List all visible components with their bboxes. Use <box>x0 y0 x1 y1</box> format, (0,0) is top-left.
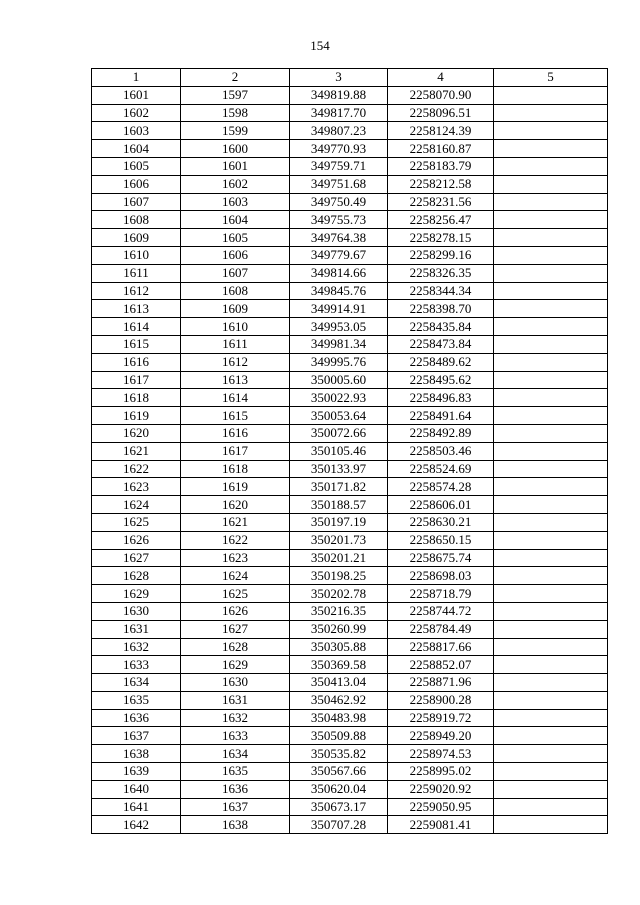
y-coordinate-cell: 2258492.89 <box>388 424 494 442</box>
y-coordinate-cell: 2258817.66 <box>388 638 494 656</box>
table-row <box>92 656 608 674</box>
y-coordinate-cell: 2258718.79 <box>388 585 494 603</box>
table-row <box>92 567 608 585</box>
x-coordinate-cell: 349953.05 <box>290 318 388 336</box>
point-number-cell: 1636 <box>92 709 181 727</box>
table-row <box>92 585 608 603</box>
source-number-cell: 1622 <box>181 531 290 549</box>
y-coordinate-cell: 2258606.01 <box>388 496 494 514</box>
note-cell <box>494 175 608 193</box>
table-row <box>92 727 608 745</box>
point-number-cell: 1618 <box>92 389 181 407</box>
table-row <box>92 691 608 709</box>
table-row <box>92 531 608 549</box>
y-coordinate-cell: 2258503.46 <box>388 442 494 460</box>
table-body <box>92 86 608 833</box>
note-cell <box>494 104 608 122</box>
point-number-cell: 1623 <box>92 478 181 496</box>
y-coordinate-cell: 2258675.74 <box>388 549 494 567</box>
x-coordinate-cell: 350260.99 <box>290 620 388 638</box>
table-row <box>92 460 608 478</box>
y-coordinate-cell: 2259020.92 <box>388 780 494 798</box>
y-coordinate-cell: 2258630.21 <box>388 513 494 531</box>
table-row <box>92 300 608 318</box>
source-number-cell: 1620 <box>181 496 290 514</box>
point-number-cell: 1605 <box>92 157 181 175</box>
source-number-cell: 1608 <box>181 282 290 300</box>
point-number-cell: 1628 <box>92 567 181 585</box>
x-coordinate-cell: 349807.23 <box>290 122 388 140</box>
point-number-cell: 1608 <box>92 211 181 229</box>
x-coordinate-cell: 350509.88 <box>290 727 388 745</box>
table-row <box>92 86 608 104</box>
x-coordinate-cell: 350413.04 <box>290 674 388 692</box>
point-number-cell: 1632 <box>92 638 181 656</box>
x-coordinate-cell: 350022.93 <box>290 389 388 407</box>
note-cell <box>494 424 608 442</box>
note-cell <box>494 816 608 834</box>
x-coordinate-cell: 350620.04 <box>290 780 388 798</box>
source-number-cell: 1626 <box>181 602 290 620</box>
coordinates-table <box>91 68 608 834</box>
note-cell <box>494 567 608 585</box>
point-number-cell: 1633 <box>92 656 181 674</box>
point-number-cell: 1604 <box>92 140 181 158</box>
note-cell <box>494 246 608 264</box>
source-number-cell: 1614 <box>181 389 290 407</box>
point-number-cell: 1627 <box>92 549 181 567</box>
source-number-cell: 1619 <box>181 478 290 496</box>
note-cell <box>494 86 608 104</box>
table-row <box>92 122 608 140</box>
y-coordinate-cell: 2258949.20 <box>388 727 494 745</box>
y-coordinate-cell: 2258496.83 <box>388 389 494 407</box>
point-number-cell: 1641 <box>92 798 181 816</box>
table-row <box>92 549 608 567</box>
source-number-cell: 1609 <box>181 300 290 318</box>
note-cell <box>494 709 608 727</box>
source-number-cell: 1633 <box>181 727 290 745</box>
table-row <box>92 798 608 816</box>
point-number-cell: 1624 <box>92 496 181 514</box>
source-number-cell: 1599 <box>181 122 290 140</box>
source-number-cell: 1625 <box>181 585 290 603</box>
y-coordinate-cell: 2258256.47 <box>388 211 494 229</box>
table-row <box>92 389 608 407</box>
note-cell <box>494 122 608 140</box>
y-coordinate-cell: 2258650.15 <box>388 531 494 549</box>
point-number-cell: 1634 <box>92 674 181 692</box>
page-number: 154 <box>310 38 330 53</box>
note-cell <box>494 513 608 531</box>
source-number-cell: 1616 <box>181 424 290 442</box>
note-cell <box>494 300 608 318</box>
y-coordinate-cell: 2259081.41 <box>388 816 494 834</box>
point-number-cell: 1611 <box>92 264 181 282</box>
table-row <box>92 264 608 282</box>
table-row <box>92 620 608 638</box>
table-row <box>92 745 608 763</box>
x-coordinate-cell: 350188.57 <box>290 496 388 514</box>
x-coordinate-cell: 350197.19 <box>290 513 388 531</box>
x-coordinate-cell: 349755.73 <box>290 211 388 229</box>
table-row <box>92 175 608 193</box>
y-coordinate-cell: 2258435.84 <box>388 318 494 336</box>
note-cell <box>494 727 608 745</box>
point-number-cell: 1626 <box>92 531 181 549</box>
y-coordinate-cell: 2258744.72 <box>388 602 494 620</box>
source-number-cell: 1621 <box>181 513 290 531</box>
source-number-cell: 1638 <box>181 816 290 834</box>
point-number-cell: 1639 <box>92 763 181 781</box>
x-coordinate-cell: 350535.82 <box>290 745 388 763</box>
table-row <box>92 193 608 211</box>
point-number-cell: 1612 <box>92 282 181 300</box>
source-number-cell: 1631 <box>181 691 290 709</box>
note-cell <box>494 193 608 211</box>
x-coordinate-cell: 349995.76 <box>290 353 388 371</box>
note-cell <box>494 674 608 692</box>
source-number-cell: 1606 <box>181 246 290 264</box>
point-number-cell: 1622 <box>92 460 181 478</box>
point-number-cell: 1615 <box>92 335 181 353</box>
x-coordinate-cell: 349751.68 <box>290 175 388 193</box>
y-coordinate-cell: 2258398.70 <box>388 300 494 318</box>
x-coordinate-cell: 349779.67 <box>290 246 388 264</box>
point-number-cell: 1602 <box>92 104 181 122</box>
table-row <box>92 496 608 514</box>
table-row <box>92 371 608 389</box>
point-number-cell: 1620 <box>92 424 181 442</box>
y-coordinate-cell: 2258974.53 <box>388 745 494 763</box>
point-number-cell: 1642 <box>92 816 181 834</box>
point-number-cell: 1617 <box>92 371 181 389</box>
y-coordinate-cell: 2258326.35 <box>388 264 494 282</box>
source-number-cell: 1602 <box>181 175 290 193</box>
note-cell <box>494 157 608 175</box>
point-number-cell: 1603 <box>92 122 181 140</box>
y-coordinate-cell: 2258995.02 <box>388 763 494 781</box>
note-cell <box>494 691 608 709</box>
table-row <box>92 816 608 834</box>
point-number-cell: 1629 <box>92 585 181 603</box>
x-coordinate-cell: 350567.66 <box>290 763 388 781</box>
y-coordinate-cell: 2258183.79 <box>388 157 494 175</box>
header-cell-3: 3 <box>290 69 388 87</box>
x-coordinate-cell: 349759.71 <box>290 157 388 175</box>
table-row <box>92 709 608 727</box>
source-number-cell: 1636 <box>181 780 290 798</box>
y-coordinate-cell: 2258489.62 <box>388 353 494 371</box>
table-row <box>92 140 608 158</box>
point-number-cell: 1637 <box>92 727 181 745</box>
point-number-cell: 1614 <box>92 318 181 336</box>
source-number-cell: 1597 <box>181 86 290 104</box>
table-row <box>92 157 608 175</box>
point-number-cell: 1630 <box>92 602 181 620</box>
source-number-cell: 1611 <box>181 335 290 353</box>
table-row <box>92 674 608 692</box>
note-cell <box>494 798 608 816</box>
y-coordinate-cell: 2258491.64 <box>388 407 494 425</box>
note-cell <box>494 407 608 425</box>
x-coordinate-cell: 350201.73 <box>290 531 388 549</box>
table-row <box>92 211 608 229</box>
note-cell <box>494 389 608 407</box>
point-number-cell: 1631 <box>92 620 181 638</box>
y-coordinate-cell: 2258524.69 <box>388 460 494 478</box>
table-row <box>92 229 608 247</box>
table-row <box>92 318 608 336</box>
y-coordinate-cell: 2258124.39 <box>388 122 494 140</box>
note-cell <box>494 549 608 567</box>
table-row <box>92 104 608 122</box>
source-number-cell: 1628 <box>181 638 290 656</box>
source-number-cell: 1601 <box>181 157 290 175</box>
note-cell <box>494 318 608 336</box>
source-number-cell: 1604 <box>181 211 290 229</box>
y-coordinate-cell: 2258299.16 <box>388 246 494 264</box>
point-number-cell: 1606 <box>92 175 181 193</box>
y-coordinate-cell: 2258473.84 <box>388 335 494 353</box>
table-row <box>92 602 608 620</box>
x-coordinate-cell: 350133.97 <box>290 460 388 478</box>
source-number-cell: 1634 <box>181 745 290 763</box>
table-row <box>92 407 608 425</box>
header-cell-4: 4 <box>388 69 494 87</box>
point-number-cell: 1613 <box>92 300 181 318</box>
note-cell <box>494 602 608 620</box>
source-number-cell: 1630 <box>181 674 290 692</box>
x-coordinate-cell: 350198.25 <box>290 567 388 585</box>
note-cell <box>494 638 608 656</box>
table-row <box>92 246 608 264</box>
point-number-cell: 1638 <box>92 745 181 763</box>
note-cell <box>494 442 608 460</box>
x-coordinate-cell: 349845.76 <box>290 282 388 300</box>
y-coordinate-cell: 2258871.96 <box>388 674 494 692</box>
x-coordinate-cell: 350072.66 <box>290 424 388 442</box>
source-number-cell: 1627 <box>181 620 290 638</box>
note-cell <box>494 140 608 158</box>
note-cell <box>494 371 608 389</box>
header-cell-2: 2 <box>181 69 290 87</box>
point-number-cell: 1619 <box>92 407 181 425</box>
source-number-cell: 1607 <box>181 264 290 282</box>
note-cell <box>494 763 608 781</box>
x-coordinate-cell: 350305.88 <box>290 638 388 656</box>
x-coordinate-cell: 350171.82 <box>290 478 388 496</box>
source-number-cell: 1635 <box>181 763 290 781</box>
y-coordinate-cell: 2258919.72 <box>388 709 494 727</box>
table-row <box>92 282 608 300</box>
note-cell <box>494 496 608 514</box>
source-number-cell: 1612 <box>181 353 290 371</box>
note-cell <box>494 745 608 763</box>
point-number-cell: 1635 <box>92 691 181 709</box>
note-cell <box>494 353 608 371</box>
note-cell <box>494 211 608 229</box>
x-coordinate-cell: 349764.38 <box>290 229 388 247</box>
x-coordinate-cell: 349817.70 <box>290 104 388 122</box>
x-coordinate-cell: 350483.98 <box>290 709 388 727</box>
source-number-cell: 1629 <box>181 656 290 674</box>
table-row <box>92 478 608 496</box>
point-number-cell: 1640 <box>92 780 181 798</box>
x-coordinate-cell: 350053.64 <box>290 407 388 425</box>
note-cell <box>494 478 608 496</box>
y-coordinate-cell: 2258160.87 <box>388 140 494 158</box>
table-row <box>92 353 608 371</box>
source-number-cell: 1624 <box>181 567 290 585</box>
x-coordinate-cell: 350216.35 <box>290 602 388 620</box>
point-number-cell: 1607 <box>92 193 181 211</box>
x-coordinate-cell: 349770.93 <box>290 140 388 158</box>
note-cell <box>494 656 608 674</box>
note-cell <box>494 460 608 478</box>
table-row <box>92 763 608 781</box>
y-coordinate-cell: 2258574.28 <box>388 478 494 496</box>
header-cell-5: 5 <box>494 69 608 87</box>
y-coordinate-cell: 2258900.28 <box>388 691 494 709</box>
source-number-cell: 1615 <box>181 407 290 425</box>
x-coordinate-cell: 350369.58 <box>290 656 388 674</box>
x-coordinate-cell: 349914.91 <box>290 300 388 318</box>
table-row <box>92 638 608 656</box>
y-coordinate-cell: 2258344.34 <box>388 282 494 300</box>
y-coordinate-cell: 2259050.95 <box>388 798 494 816</box>
source-number-cell: 1623 <box>181 549 290 567</box>
source-number-cell: 1600 <box>181 140 290 158</box>
source-number-cell: 1598 <box>181 104 290 122</box>
table-row <box>92 424 608 442</box>
source-number-cell: 1637 <box>181 798 290 816</box>
x-coordinate-cell: 350462.92 <box>290 691 388 709</box>
note-cell <box>494 531 608 549</box>
table-row <box>92 442 608 460</box>
header-row <box>92 69 608 87</box>
x-coordinate-cell: 350201.21 <box>290 549 388 567</box>
point-number-cell: 1609 <box>92 229 181 247</box>
y-coordinate-cell: 2258278.15 <box>388 229 494 247</box>
point-number-cell: 1610 <box>92 246 181 264</box>
header-cell-1: 1 <box>92 69 181 87</box>
y-coordinate-cell: 2258070.90 <box>388 86 494 104</box>
source-number-cell: 1605 <box>181 229 290 247</box>
note-cell <box>494 282 608 300</box>
note-cell <box>494 585 608 603</box>
table-row <box>92 513 608 531</box>
source-number-cell: 1613 <box>181 371 290 389</box>
source-number-cell: 1632 <box>181 709 290 727</box>
source-number-cell: 1603 <box>181 193 290 211</box>
y-coordinate-cell: 2258096.51 <box>388 104 494 122</box>
note-cell <box>494 780 608 798</box>
point-number-cell: 1601 <box>92 86 181 104</box>
table-row <box>92 335 608 353</box>
table-header <box>92 69 608 87</box>
x-coordinate-cell: 349819.88 <box>290 86 388 104</box>
y-coordinate-cell: 2258231.56 <box>388 193 494 211</box>
note-cell <box>494 264 608 282</box>
note-cell <box>494 229 608 247</box>
x-coordinate-cell: 349981.34 <box>290 335 388 353</box>
source-number-cell: 1610 <box>181 318 290 336</box>
note-cell <box>494 620 608 638</box>
x-coordinate-cell: 349750.49 <box>290 193 388 211</box>
y-coordinate-cell: 2258784.49 <box>388 620 494 638</box>
x-coordinate-cell: 350202.78 <box>290 585 388 603</box>
note-cell <box>494 335 608 353</box>
source-number-cell: 1617 <box>181 442 290 460</box>
point-number-cell: 1616 <box>92 353 181 371</box>
source-number-cell: 1618 <box>181 460 290 478</box>
x-coordinate-cell: 349814.66 <box>290 264 388 282</box>
point-number-cell: 1625 <box>92 513 181 531</box>
table-row <box>92 780 608 798</box>
x-coordinate-cell: 350707.28 <box>290 816 388 834</box>
x-coordinate-cell: 350005.60 <box>290 371 388 389</box>
y-coordinate-cell: 2258212.58 <box>388 175 494 193</box>
point-number-cell: 1621 <box>92 442 181 460</box>
y-coordinate-cell: 2258495.62 <box>388 371 494 389</box>
y-coordinate-cell: 2258852.07 <box>388 656 494 674</box>
y-coordinate-cell: 2258698.03 <box>388 567 494 585</box>
x-coordinate-cell: 350105.46 <box>290 442 388 460</box>
x-coordinate-cell: 350673.17 <box>290 798 388 816</box>
